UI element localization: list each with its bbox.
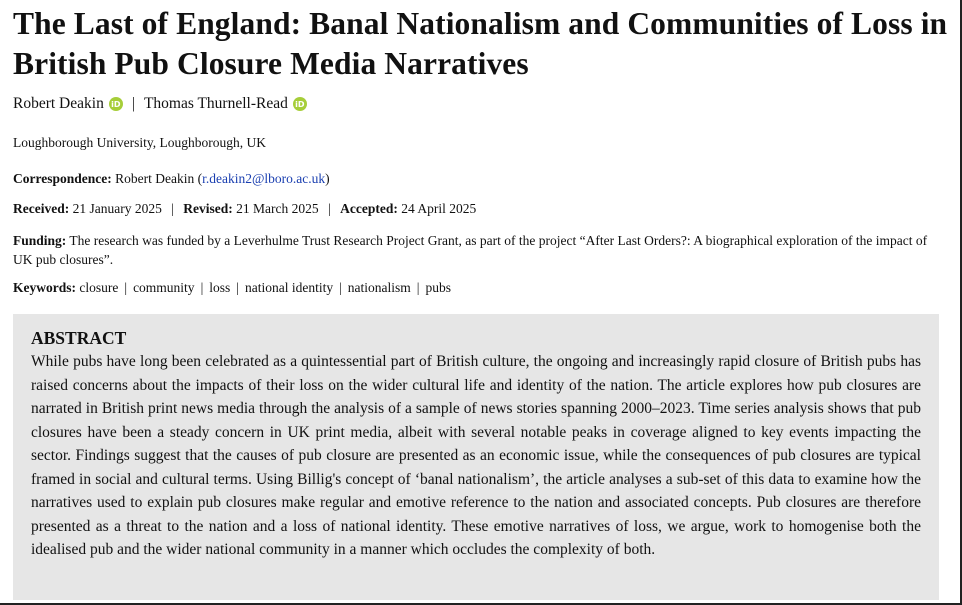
keyword: closure — [79, 280, 119, 295]
funding — [13, 231, 938, 269]
correspondence-name: Robert Deakin — [115, 171, 195, 186]
email-link[interactable]: r.deakin2@lboro.ac.uk — [202, 171, 326, 186]
keyword: community — [133, 280, 195, 295]
received-date: 21 January 2025 — [72, 201, 162, 216]
abstract-heading: ABSTRACT — [31, 328, 127, 348]
received-label: Received: — [13, 201, 70, 216]
date-separator: | — [328, 201, 331, 216]
correspondence-label: Correspondence: — [13, 171, 112, 186]
keywords-label: Keywords: — [13, 280, 76, 295]
article-title: The Last of England: Banal Nationalism and Communities of Loss in British Pub Closure Media Narratives — [13, 6, 948, 81]
keyword: nationalism — [347, 280, 411, 295]
keyword: pubs — [425, 280, 452, 295]
abstract-box — [13, 314, 939, 600]
keyword: national identity — [244, 280, 334, 295]
article-dates — [13, 201, 476, 217]
funding-text: The research was funded by a Leverhulme Trust Research Project Grant, as part of the project “After Last Orders?: A biographical exploration of the impact of UK pub closures”. — [13, 233, 928, 267]
abstract-text: While pubs have long been celebrated as a quintessential part of British culture, the ongoing and increasingly rapid closure of British pubs has raised concerns about the impacts of their loss on the wider cultural life and identity of the nation. The article explores how pub closures are narrated in British print news media through the analysis of a sample of news stories spanning 2000–2023. Time series analysis shows that pub closures have been a steady concern in UK print media, albeit with several notable peaks in coverage aligned to key events impacting the sector. Findings suggest that the causes of pub closure are presented as an economic issue, while the consequences of pub closures are typical framed in social and cultural terms. Using Billig's concept of ‘banal nationalism’, the article analyses a sub-set of this data to examine how the narratives used to explain pub closures make regular and emotive reference to the nation and associated concepts. Pub closures are therefore presented as a threat to the nation and a loss of national identity. These emotive narratives of loss, we argue, work to homogenise both the idealised pub and the wider national community in a manner which occludes the complexity of both. — [31, 353, 921, 558]
date-separator: | — [171, 201, 174, 216]
revised-date: 21 March 2025 — [236, 201, 319, 216]
author-list — [13, 95, 307, 113]
revised-label: Revised: — [183, 201, 233, 216]
accepted-label: Accepted: — [340, 201, 398, 216]
accepted-date: 24 April 2025 — [401, 201, 477, 216]
keywords: Keywords: closure | community | loss | national identity | nationalism | pubs — [13, 280, 452, 295]
author-name[interactable]: Thomas Thurnell-Read — [143, 95, 288, 112]
keyword: loss — [209, 280, 231, 295]
affiliation: Loughborough University, Loughborough, UK — [13, 135, 266, 150]
author-name[interactable]: Robert Deakin — [13, 95, 104, 112]
orcid-icon[interactable]: iD — [293, 97, 307, 111]
orcid-icon[interactable]: iD — [109, 97, 123, 111]
correspondence: Correspondence: Robert Deakin (r.deakin2@lboro.ac.uk) — [13, 171, 330, 186]
author-separator: | — [131, 95, 135, 112]
funding-label: Funding: — [13, 233, 67, 248]
